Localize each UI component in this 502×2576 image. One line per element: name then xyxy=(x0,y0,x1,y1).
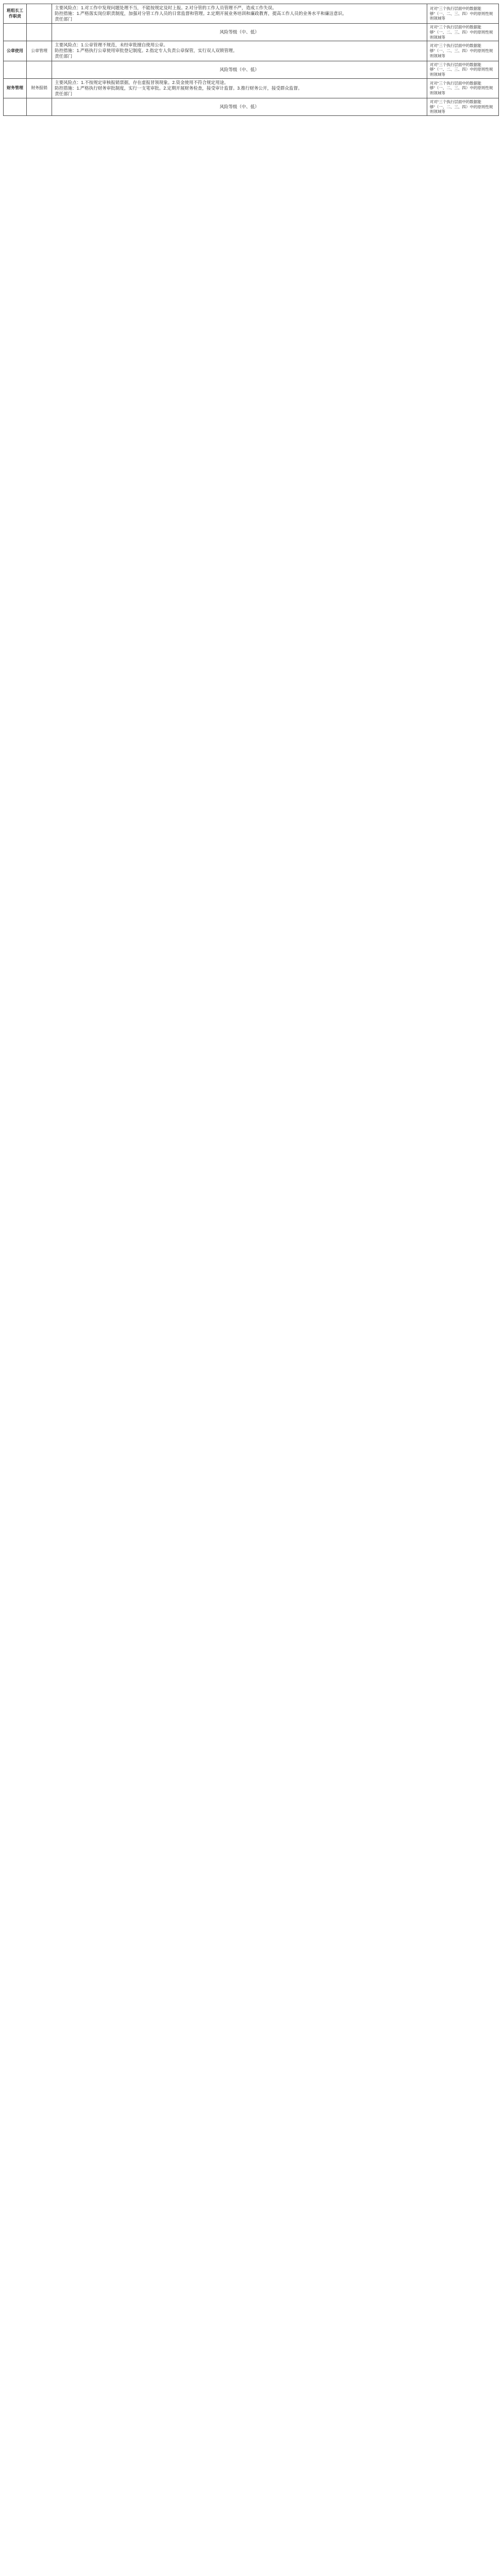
row-line: 责任部门 xyxy=(55,16,73,22)
section-label xyxy=(4,24,27,41)
row-line: 主要风险点：1.对工作中发现问题处理不当，不能按规定及时上报。2.对分管的工作人员管理不严，造成工作失误。 xyxy=(55,5,277,10)
table-row xyxy=(4,61,499,78)
row-line: 责任部门 xyxy=(55,91,73,96)
note-cell: 对对“三个执行层面中的数据能够”（一、二、三、四）中的原则性规则领域等 xyxy=(427,98,498,115)
risk-table xyxy=(3,4,499,116)
table-row xyxy=(4,41,499,61)
item-label xyxy=(27,98,52,115)
section-label: 公章使用 xyxy=(4,41,27,61)
item-label: 公章管理 xyxy=(27,41,52,61)
row-body xyxy=(52,24,427,41)
row-body xyxy=(52,78,427,98)
table-row xyxy=(4,4,499,24)
item-label xyxy=(27,61,52,78)
section-label xyxy=(4,61,27,78)
item-label xyxy=(27,24,52,41)
row-body xyxy=(52,98,427,115)
row-body xyxy=(52,4,427,24)
note-cell: 对对“三个执行层面中的数据能够”（一、二、三、四）中的原则性规则领域等 xyxy=(427,78,498,98)
row-line: 主要风险点：1.公章管理不规范，未经审批擅自使用公章。 xyxy=(55,42,168,48)
item-label xyxy=(27,4,52,24)
row-line: 风险等级（中、低） xyxy=(220,29,259,35)
note-cell: 对对“三个执行层面中的数据能够”（一、二、三、四）中的原则性规则领域等 xyxy=(427,41,498,61)
section-label: 班组长工作职责 xyxy=(4,4,27,24)
note-cell: 对对“三个执行层面中的数据能够”（一、二、三、四）中的原则性规则领域等 xyxy=(427,24,498,41)
row-line: 防控措施：1.严格落实岗位职责制度，加强对分管工作人员的日常监督和管理。2.定期开展业务培训和廉政教育，提高工作人员的业务水平和廉洁意识。 xyxy=(55,11,347,16)
item-label: 财务报销 xyxy=(27,78,52,98)
section-label xyxy=(4,98,27,115)
row-line: 风险等级（中、低） xyxy=(220,104,259,110)
table-row xyxy=(4,78,499,98)
table-row xyxy=(4,24,499,41)
table-row xyxy=(4,98,499,115)
row-line: 主要风险点：1.不按规定审核报销票据，存在虚报冒领现象。2.资金使用不符合规定用途。 xyxy=(55,79,229,85)
row-line: 风险等级（中、低） xyxy=(220,66,259,72)
note-cell: 对对“三个执行层面中的数据能够”（一、二、三、四）中的原则性规则领域等 xyxy=(427,61,498,78)
row-line: 防控措施：1.严格执行财务审批制度，实行一支笔审批。2.定期开展财务检查，接受审计监督。3.推行财务公开，接受群众监督。 xyxy=(55,85,303,91)
row-body xyxy=(52,41,427,61)
row-line: 责任部门 xyxy=(55,54,73,59)
row-body xyxy=(52,61,427,78)
note-cell: 对对“三个执行层面中的数据能够”（一、二、三、四）中的原则性规则领域等 xyxy=(427,4,498,24)
section-label: 财务管理 xyxy=(4,78,27,98)
row-line: 防控措施：1.严格执行公章使用审批登记制度。2.指定专人负责公章保管，实行双人双锁管理。 xyxy=(55,48,238,54)
